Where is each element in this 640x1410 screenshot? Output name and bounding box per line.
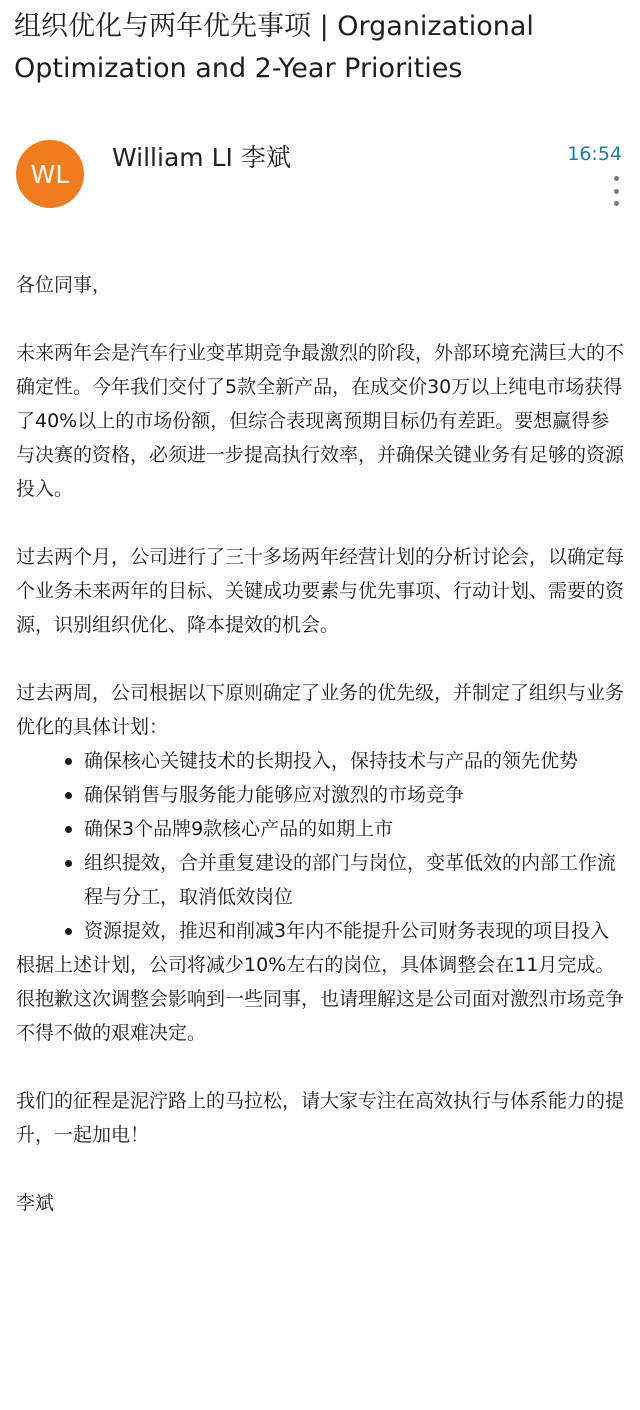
more-vertical-icon[interactable] [612, 176, 620, 206]
sender-name[interactable]: William LI 李斌 [112, 143, 291, 172]
list-item: 确保3个品牌9款核心产品的如期上市 [16, 812, 628, 846]
body-paragraph: 过去两个月，公司进行了三十多场两年经营计划的分析讨论会，以确定每个业务未来两年的目标、关键成功要素与优先事项、行动计划、需要的资源，识别组织优化、降本提效的机会。 [16, 546, 625, 636]
signature: 李斌 [16, 1192, 55, 1214]
email-body [16, 268, 628, 1220]
more-dot [614, 189, 619, 194]
email-subject: 组织优化与两年优先事项 | Organizational Optimization and 2-Year Priorities [14, 11, 534, 84]
avatar[interactable]: WL [16, 140, 84, 208]
list-item: 确保核心关键技术的长期投入，保持技术与产品的领先优势 [16, 744, 628, 778]
greeting: 各位同事， [16, 274, 112, 296]
closing-paragraph: 我们的征程是泥泞路上的马拉松，请大家专注在高效执行与体系能力的提升，一起加电！ [16, 1090, 625, 1146]
more-dot [614, 176, 619, 181]
more-dot [614, 201, 619, 206]
body-paragraph: 未来两年会是汽车行业变革期竞争最激烈的阶段，外部环境充满巨大的不确定性。今年我们交付了5款全新产品，在成交价30万以上纯电市场获得了40%以上的市场份额，但综合表现离预期目标仍有差距。要想赢得参与决赛的资格，必须进一步提高执行效率，并确保关键业务有足够的资源投入。 [16, 342, 625, 500]
list-item: 资源提效，推迟和削减3年内不能提升公司财务表现的项目投入 [16, 914, 628, 948]
sent-time: 16:54 [567, 143, 622, 165]
list-item: 确保销售与服务能力能够应对激烈的市场竞争 [16, 778, 628, 812]
body-paragraph: 根据上述计划，公司将减少10%左右的岗位，具体调整会在11月完成。很抱歉这次调整会影响到一些同事，也请理解这是公司面对激烈市场竞争不得不做的艰难决定。 [16, 954, 625, 1044]
body-paragraph: 过去两周，公司根据以下原则确定了业务的优先级，并制定了组织与业务优化的具体计划： [16, 682, 625, 738]
priority-list [16, 744, 628, 948]
list-item: 组织提效，合并重复建设的部门与岗位，变革低效的内部工作流程与分工，取消低效岗位 [16, 846, 628, 914]
